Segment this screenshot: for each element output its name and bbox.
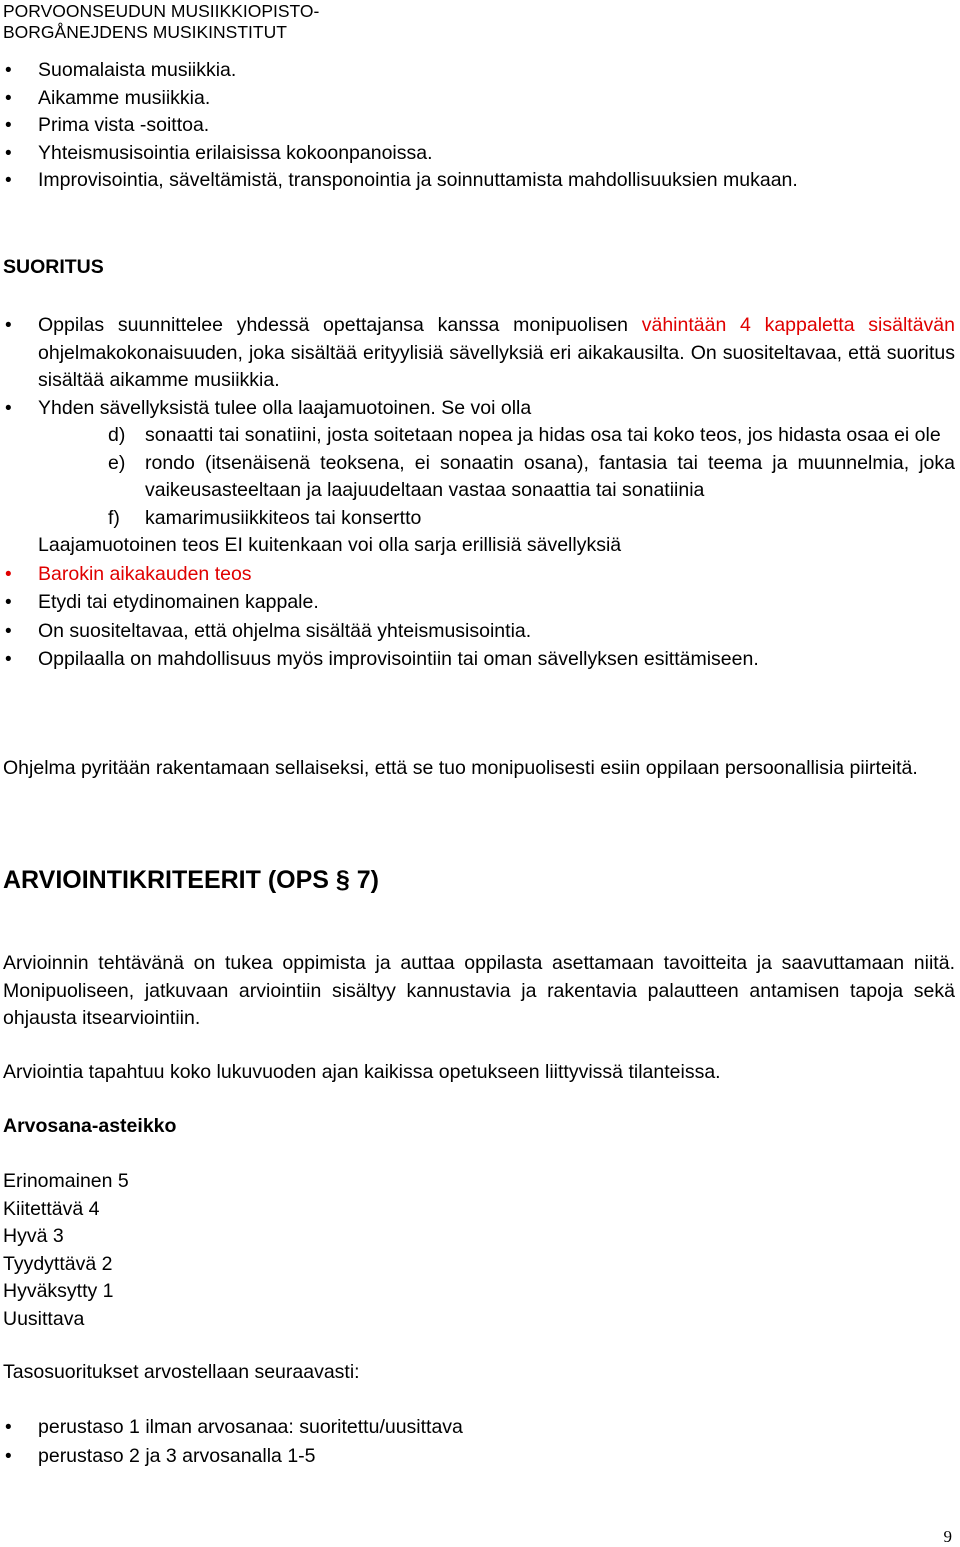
grade-item: Uusittava — [3, 1307, 85, 1330]
list-item: • Aikamme musiikkia. — [3, 85, 955, 113]
list-item: • perustaso 1 ilman arvosanaa: suoritettu/uusittava — [3, 1414, 955, 1442]
suoritus-section — [3, 312, 955, 674]
grade-item: Tyydyttävä 2 — [3, 1252, 113, 1275]
sub-item-label: e) — [108, 451, 126, 474]
list-item: • perustaso 2 ja 3 arvosanalla 1-5 — [3, 1443, 955, 1471]
list-item: • Oppilaalla on mahdollisuus myös improvisointiin tai oman sävellyksen esittämiseen. — [3, 646, 955, 674]
suoritus-paragraph: Ohjelma pyritään rakentamaan sellaiseksi, että se tuo monipuolisesti esiin oppilaan persoonallisia piirteitä. — [3, 757, 918, 779]
suoritus-heading: SUORITUS — [3, 256, 104, 278]
item-text: Oppilas suunnittelee yhdessä opettajansa kanssa monipuolisen — [38, 314, 642, 336]
arviointi-paragraph-2: Arviointia tapahtuu koko lukuvuoden ajan kaikissa opetukseen liittyvissä tilanteissa. — [3, 1061, 721, 1083]
sub-item — [3, 422, 955, 450]
grade-item: Kiitettävä 4 — [3, 1197, 100, 1220]
list-item: • Improvisointia, säveltämistä, transponointia ja soinnuttamista mahdollisuuksien mukaan. — [3, 167, 955, 195]
list-item — [3, 312, 955, 395]
page-number: 9 — [943, 1527, 952, 1546]
note-text: Laajamuotoinen teos EI kuitenkaan voi olla sarja erillisiä sävellyksiä — [38, 534, 622, 556]
sub-item-text: rondo (itsenäisenä teoksena, ei sonaatin osana), fantasia tai teema ja muunnelmia, joka vaikeusasteeltaan ja laajuudeltaan vastaa sonaattia tai sonatiinia — [145, 451, 955, 501]
sub-item-text: sonaatti tai sonatiini, josta soitetaan nopea ja hidas osa tai koko teos, jos hidasta osaa ei ole — [145, 424, 941, 446]
grade-item: Erinomainen 5 — [3, 1170, 129, 1192]
taso-list — [3, 1414, 955, 1470]
item-text: ohjelmakokonaisuuden, joka sisältää erityylisiä sävellyksiä eri aikakausilta. On suositeltavaa, että suoritus sisältää aikamme musiikkia. — [38, 341, 955, 391]
list-item: • Etydi tai etydinomainen kappale. — [3, 589, 955, 617]
scale-heading: Arvosana-asteikko — [3, 1115, 177, 1137]
arviointi-heading: ARVIOINTIKRITEERIT (OPS § 7) — [3, 866, 379, 894]
sub-item-label: f) — [108, 506, 120, 529]
header-line-1: PORVOONSEUDUN MUSIIKKIOPISTO- — [3, 1, 320, 21]
top-list — [3, 57, 955, 195]
sub-item — [3, 505, 955, 533]
grade-item: Hyväksytty 1 — [3, 1280, 114, 1302]
list-item: • Yhteismusisointia erilaisissa kokoonpanoissa. — [3, 140, 955, 168]
sub-item-text: kamarimusiikkiteos tai konsertto — [145, 506, 422, 529]
list-item: • Yhden sävellyksistä tulee olla laajamuotoinen. Se voi olla — [3, 395, 955, 423]
arviointi-paragraph-1: Arvioinnin tehtävänä on tukea oppimista ja auttaa oppilasta asettamaan tavoitteita ja saavuttamaan niitä. Monipuoliseen, jatkuvaan arviointiin sisältyy kannustavia ja rakentavia palautteen antamisen tapoja sekä ohjausta itsearviointiin. — [3, 952, 955, 1029]
grade-list — [3, 1168, 955, 1333]
sub-item-label: d) — [108, 424, 126, 446]
sub-item — [3, 450, 955, 505]
document-header — [3, 1, 703, 43]
list-item: • Barokin aikakauden teos — [3, 561, 955, 589]
grade-item: Hyvä 3 — [3, 1225, 64, 1247]
list-item: • On suositeltavaa, että ohjelma sisältää yhteismusisointia. — [3, 618, 955, 646]
taso-intro: Tasosuoritukset arvostellaan seuraavasti: — [3, 1361, 360, 1383]
list-item: • Prima vista -soittoa. — [3, 112, 955, 140]
header-line-2: BORGÅNEJDENS MUSIKINSTITUT — [3, 22, 287, 42]
highlighted-text: vähintään 4 kappaletta sisältävän — [641, 314, 955, 336]
list-item: • Suomalaista musiikkia. — [3, 57, 955, 85]
